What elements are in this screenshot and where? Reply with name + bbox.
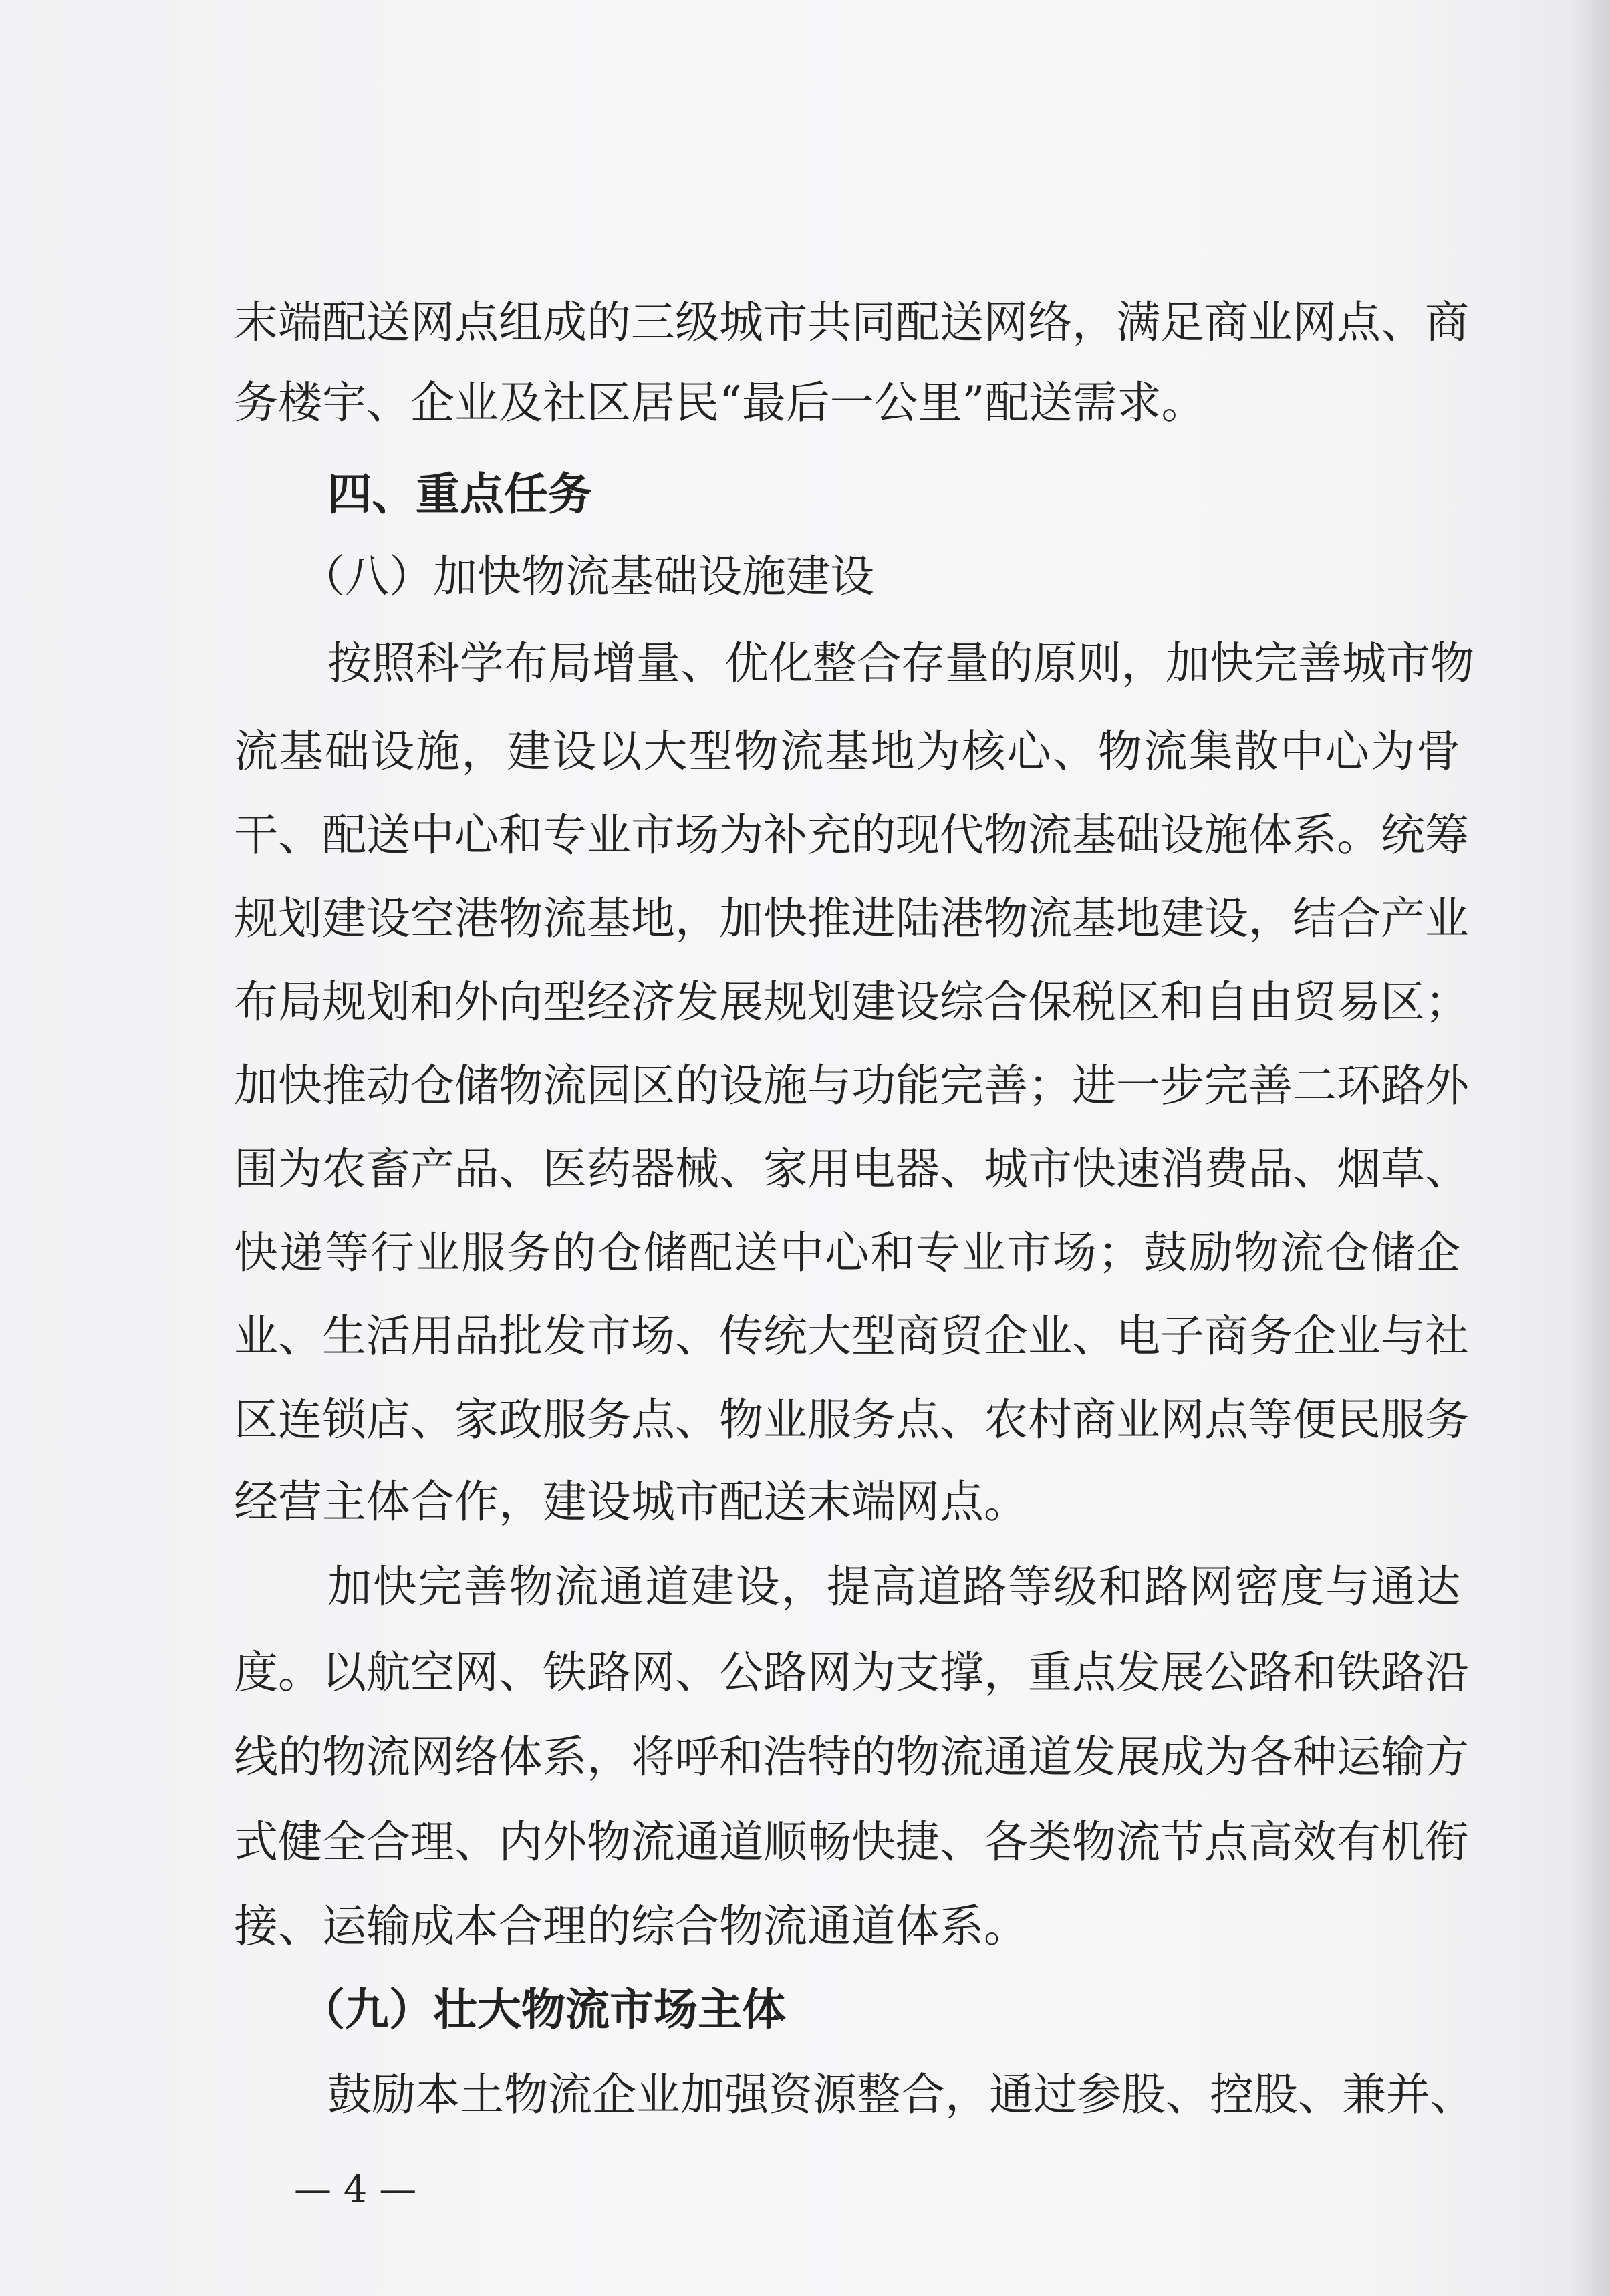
paragraph-line: 式健全合理、内外物流通道顺畅快捷、各类物流节点高效有机衔 (234, 1816, 1469, 1868)
paragraph-line: 线的物流网络体系，将呼和浩特的物流通道发展成为各种运输方 (234, 1731, 1469, 1783)
paragraph-line: 快递等行业服务的仓储配送中心和专业市场；鼓励物流仓储企 (234, 1227, 1460, 1278)
paragraph-line: 规划建设空港物流基地，加快推进陆港物流基地建设，结合产业 (234, 893, 1469, 944)
page-number: — 4 — (294, 2168, 417, 2211)
section-heading: 四、重点任务 (327, 468, 592, 520)
paragraph-line: 务楼宇、企业及社区居民“最后一公里”配送需求。 (234, 377, 1206, 428)
paragraph-line: 区连锁店、家政服务点、物业服务点、农村商业网点等便民服务 (234, 1394, 1469, 1445)
paragraph-line: 末端配送网点组成的三级城市共同配送网络，满足商业网点、商 (234, 297, 1469, 348)
paragraph-line: 业、生活用品批发市场、传统大型商贸企业、电子商务企业与社 (234, 1310, 1469, 1362)
paragraph-line: 鼓励本土物流企业加强资源整合，通过参股、控股、兼并、 (327, 2069, 1474, 2120)
paragraph-line: 接、运输成本合理的综合物流通道体系。 (234, 1900, 1028, 1952)
paragraph-line: 流基础设施，建设以大型物流基地为核心、物流集散中心为骨 (234, 726, 1460, 777)
paragraph-line: 按照科学布局增量、优化整合存量的原则，加快完善城市物 (327, 637, 1474, 689)
paragraph-line: 经营主体合作，建设城市配送末端网点。 (234, 1476, 1028, 1528)
paragraph-line: 度。以航空网、铁路网、公路网为支撑，重点发展公路和铁路沿 (234, 1646, 1469, 1698)
paragraph-line: 加快推动仓储物流园区的设施与功能完善；进一步完善二环路外 (234, 1060, 1469, 1111)
paragraph-line: 干、配送中心和专业市场为补充的现代物流基础设施体系。统筹 (234, 809, 1469, 861)
paragraph-line: 围为农畜产品、医药器械、家用电器、城市快速消费品、烟草、 (234, 1143, 1469, 1195)
subsection-heading: （八）加快物流基础设施建设 (301, 551, 874, 602)
subsection-heading: （九）壮大物流市场主体 (301, 1984, 786, 2035)
paragraph-line: 布局规划和外向型经济发展规划建设综合保税区和自由贸易区； (234, 976, 1469, 1028)
paragraph-line: 加快完善物流通道建设，提高道路等级和路网密度与通达 (327, 1561, 1460, 1612)
